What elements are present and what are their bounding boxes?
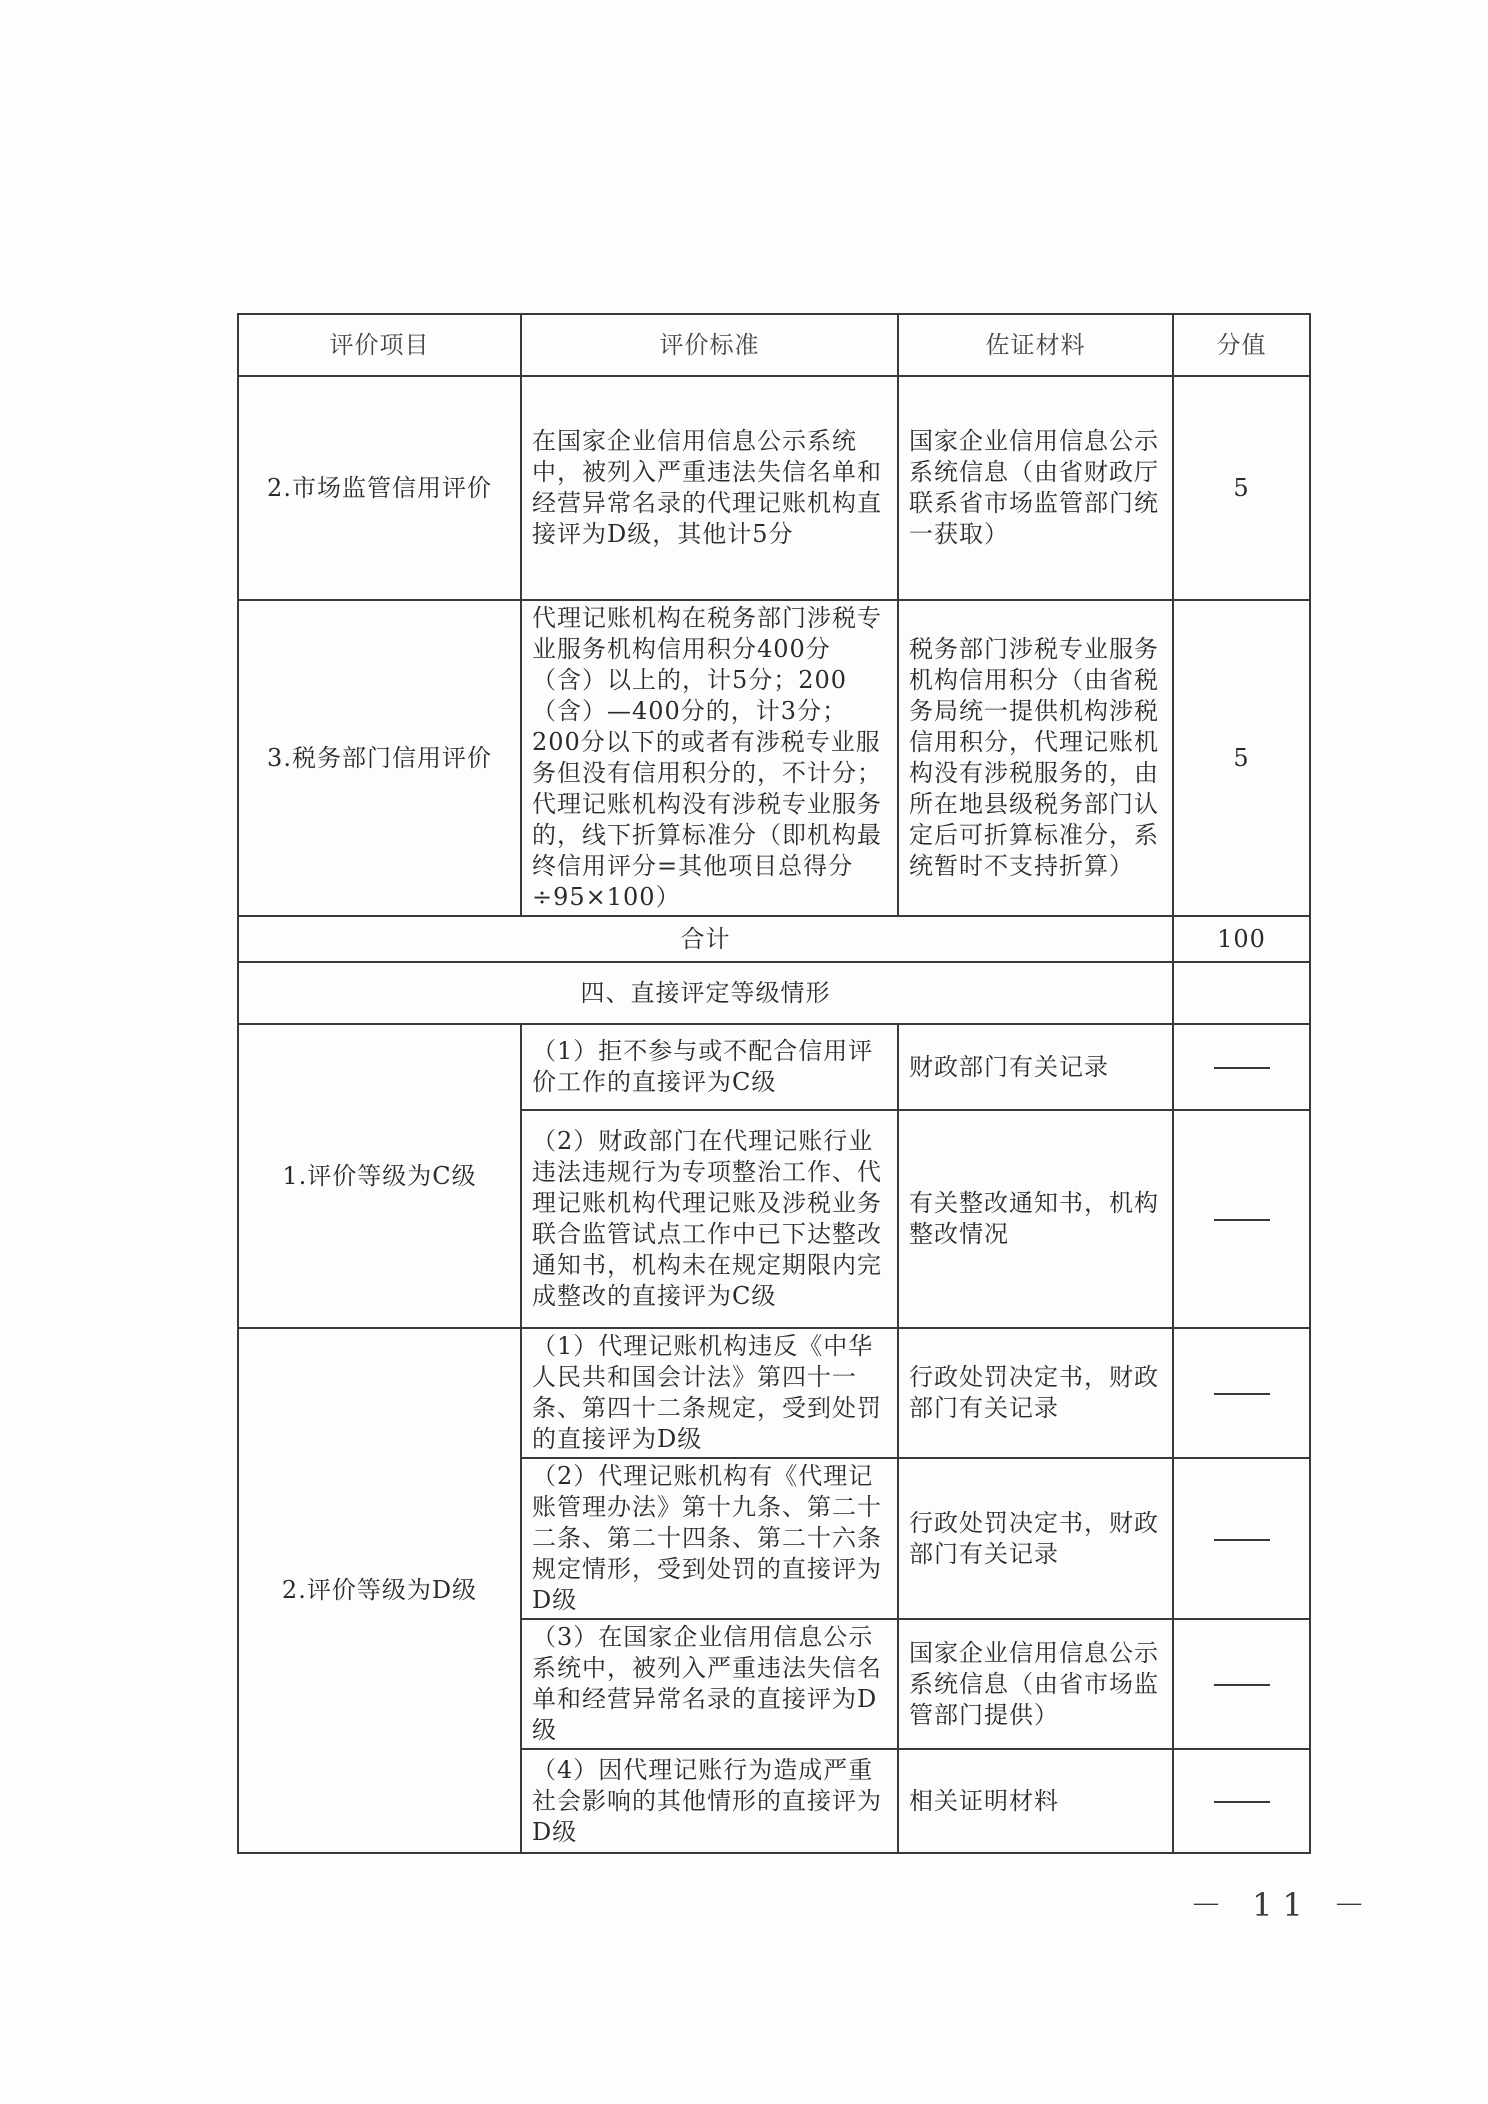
criteria-cell: （2）代理记账机构有《代理记账管理办法》第十九条、第二十二条、第二十四条、第二十六条规定情形，受到处罚的直接评为D级 bbox=[521, 1458, 898, 1619]
score-cell: 5 bbox=[1173, 376, 1310, 600]
evidence-cell: 行政处罚决定书，财政部门有关记录 bbox=[898, 1328, 1173, 1458]
score-cell bbox=[1173, 1458, 1310, 1619]
evaluation-table bbox=[237, 313, 1311, 1854]
evidence-cell: 有关整改通知书，机构整改情况 bbox=[898, 1110, 1173, 1328]
item-cell: 2.评价等级为D级 bbox=[238, 1328, 521, 1853]
table-row bbox=[238, 1024, 1310, 1110]
dash-mark bbox=[1214, 1067, 1270, 1069]
total-row bbox=[238, 916, 1310, 962]
total-value: 100 bbox=[1173, 916, 1310, 962]
dash-mark bbox=[1214, 1393, 1270, 1395]
score-cell bbox=[1173, 1024, 1310, 1110]
total-label: 合计 bbox=[238, 916, 1173, 962]
criteria-cell: （2）财政部门在代理记账行业违法违规行为专项整治工作、代理记账机构代理记账及涉税业务联合监管试点工作中已下达整改通知书，机构未在规定期限内完成整改的直接评为C级 bbox=[521, 1110, 898, 1328]
score-cell bbox=[1173, 1328, 1310, 1458]
evidence-cell: 税务部门涉税专业服务机构信用积分（由省税务局统一提供机构涉税信用积分，代理记账机构没有涉税服务的，由所在地县级税务部门认定后可折算标准分，系统暂时不支持折算） bbox=[898, 600, 1173, 916]
dash-mark bbox=[1214, 1801, 1270, 1803]
criteria-cell: 代理记账机构在税务部门涉税专业服务机构信用积分400分（含）以上的，计5分；200（含）—400分的，计3分；200分以下的或者有涉税专业服务但没有信用积分的，不计分；代理记账机构没有涉税专业服务的，线下折算标准分（即机构最终信用评分=其他项目总得分÷95×100） bbox=[521, 600, 898, 916]
header-criteria: 评价标准 bbox=[521, 314, 898, 376]
score-cell bbox=[1173, 1619, 1310, 1749]
criteria-cell: （1）代理记账机构违反《中华人民共和国会计法》第四十一条、第四十二条规定，受到处罚的直接评为D级 bbox=[521, 1328, 898, 1458]
header-evidence: 佐证材料 bbox=[898, 314, 1173, 376]
section-title: 四、直接评定等级情形 bbox=[238, 962, 1173, 1024]
dash-mark bbox=[1214, 1539, 1270, 1541]
criteria-cell: （4）因代理记账行为造成严重社会影响的其他情形的直接评为D级 bbox=[521, 1749, 898, 1853]
evidence-cell: 国家企业信用信息公示系统信息（由省市场监管部门提供） bbox=[898, 1619, 1173, 1749]
empty-cell bbox=[1173, 962, 1310, 1024]
table-row bbox=[238, 600, 1310, 916]
table-row bbox=[238, 376, 1310, 600]
evidence-cell: 财政部门有关记录 bbox=[898, 1024, 1173, 1110]
dash-mark bbox=[1214, 1684, 1270, 1686]
table-header-row bbox=[238, 314, 1310, 376]
score-cell bbox=[1173, 1110, 1310, 1328]
item-cell: 2.市场监管信用评价 bbox=[238, 376, 521, 600]
item-cell: 1.评价等级为C级 bbox=[238, 1024, 521, 1328]
dash-mark bbox=[1214, 1219, 1270, 1221]
score-cell bbox=[1173, 1749, 1310, 1853]
header-item: 评价项目 bbox=[238, 314, 521, 376]
header-score: 分值 bbox=[1173, 314, 1310, 376]
item-cell: 3.税务部门信用评价 bbox=[238, 600, 521, 916]
evidence-cell: 国家企业信用信息公示系统信息（由省财政厅联系省市场监管部门统一获取） bbox=[898, 376, 1173, 600]
criteria-cell: （1）拒不参与或不配合信用评价工作的直接评为C级 bbox=[521, 1024, 898, 1110]
table-row bbox=[238, 1328, 1310, 1458]
criteria-cell: 在国家企业信用信息公示系统中，被列入严重违法失信名单和经营异常名录的代理记账机构直接评为D级，其他计5分 bbox=[521, 376, 898, 600]
page-number: － 11 － bbox=[1190, 1886, 1376, 1924]
evidence-cell: 相关证明材料 bbox=[898, 1749, 1173, 1853]
evidence-cell: 行政处罚决定书，财政部门有关记录 bbox=[898, 1458, 1173, 1619]
criteria-cell: （3）在国家企业信用信息公示系统中，被列入严重违法失信名单和经营异常名录的直接评为D级 bbox=[521, 1619, 898, 1749]
section-title-row bbox=[238, 962, 1310, 1024]
score-cell: 5 bbox=[1173, 600, 1310, 916]
